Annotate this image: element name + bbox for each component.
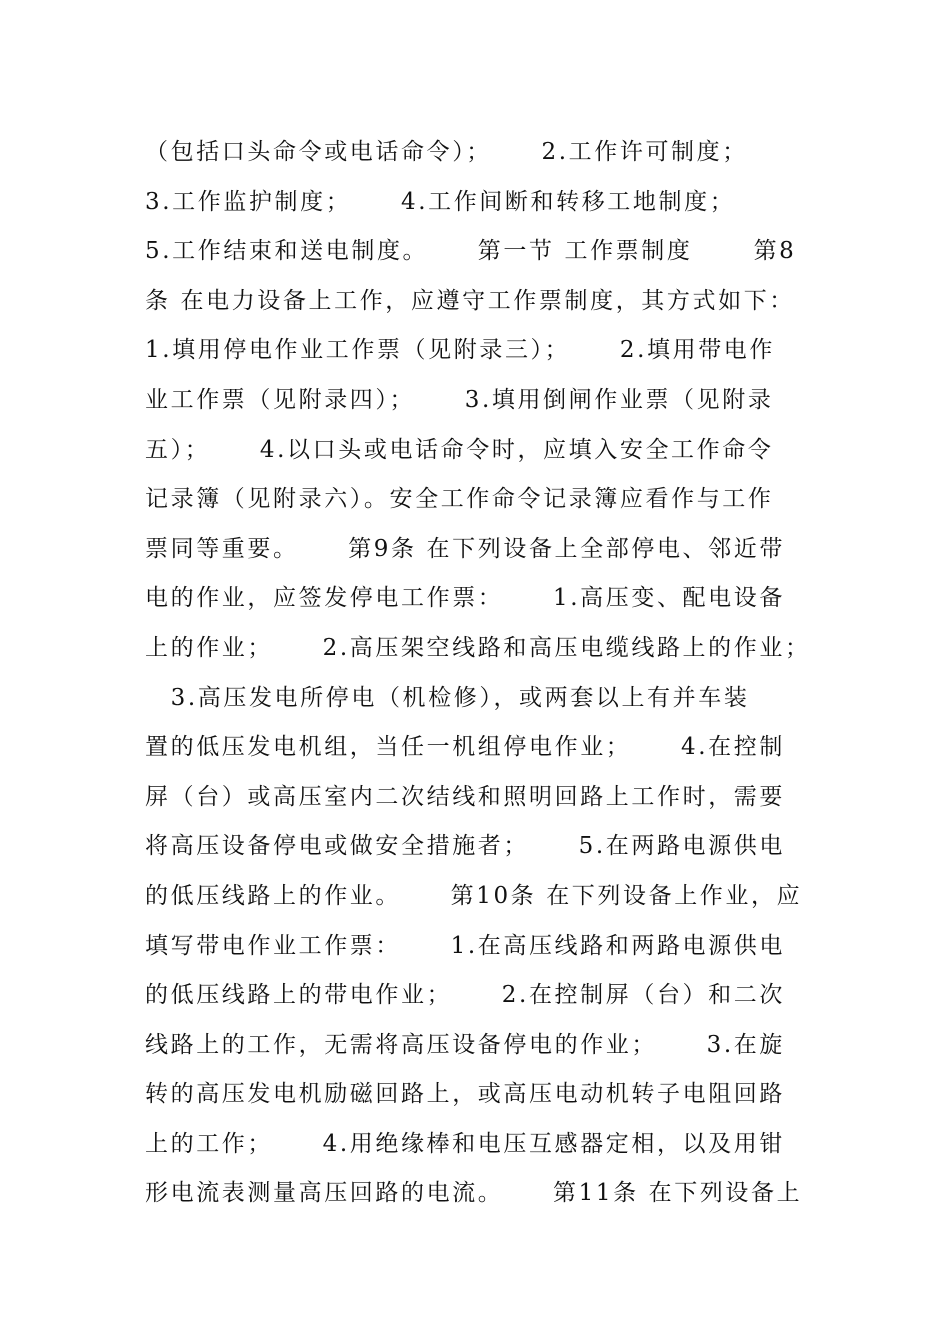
text-line: （包括口头命令或电话命令）； 2.工作许可制度； [145, 139, 748, 165]
text-line: 上的作业； 2.高压架空线路和高压电缆线路上的作业； [145, 634, 811, 661]
text-line: 上的工作； 4.用绝缘棒和电压互感器定相，以及用钳 [145, 1130, 785, 1157]
text-line: 置的低压发电机组，当任一机组停电作业； 4.在控制 [145, 734, 785, 761]
text-line: 票同等重要。 第9条 在下列设备上全部停电、邻近带 [145, 535, 785, 562]
text-line: 业工作票（见附录四）； 3.填用倒闸作业票（见附录 [145, 386, 774, 413]
text-line: 线路上的工作，无需将高压设备停电的作业； 3.在旋 [145, 1031, 785, 1058]
text-line: 五）； 4.以口头或电话命令时，应填入安全工作命令 [145, 436, 774, 463]
text-line: 记录簿（见附录六）。安全工作命令记录簿应看作与工作 [145, 486, 774, 513]
text-line: 将高压设备停电或做安全措施者； 5.在两路电源供电 [145, 833, 785, 860]
text-line: 的低压线路上的带电作业； 2.在控制屏（台）和二次 [145, 982, 785, 1009]
text-line: 5.工作结束和送电制度。 第一节 工作票制度 第8 [145, 238, 797, 265]
text-line: 电的作业，应签发停电工作票： 1.高压变、配电设备 [145, 585, 785, 612]
text-line: 转的高压发电机励磁回路上，或高压电动机转子电阻回路 [145, 1081, 785, 1108]
text-line: 屏（台）或高压室内二次结线和照明回路上工作时，需要 [145, 783, 785, 810]
text-line: 1.填用停电作业工作票（见附录三）； 2.填用带电作 [145, 337, 775, 364]
text-line: 的低压线路上的作业。 第10条 在下列设备上作业，应 [145, 882, 803, 909]
text-line: 填写带电作业工作票： 1.在高压线路和两路电源供电 [145, 932, 785, 959]
text-line: 形电流表测量高压回路的电流。 第11条 在下列设备上 [145, 1180, 803, 1207]
text-line: 3.高压发电所停电（机检修），或两套以上有并车装 [145, 684, 750, 711]
document-body [145, 128, 815, 1219]
text-line: 3.工作监护制度； 4.工作间断和转移工地制度； [145, 188, 736, 215]
text-line: 条 在电力设备上工作，应遵守工作票制度，其方式如下： [145, 287, 795, 314]
